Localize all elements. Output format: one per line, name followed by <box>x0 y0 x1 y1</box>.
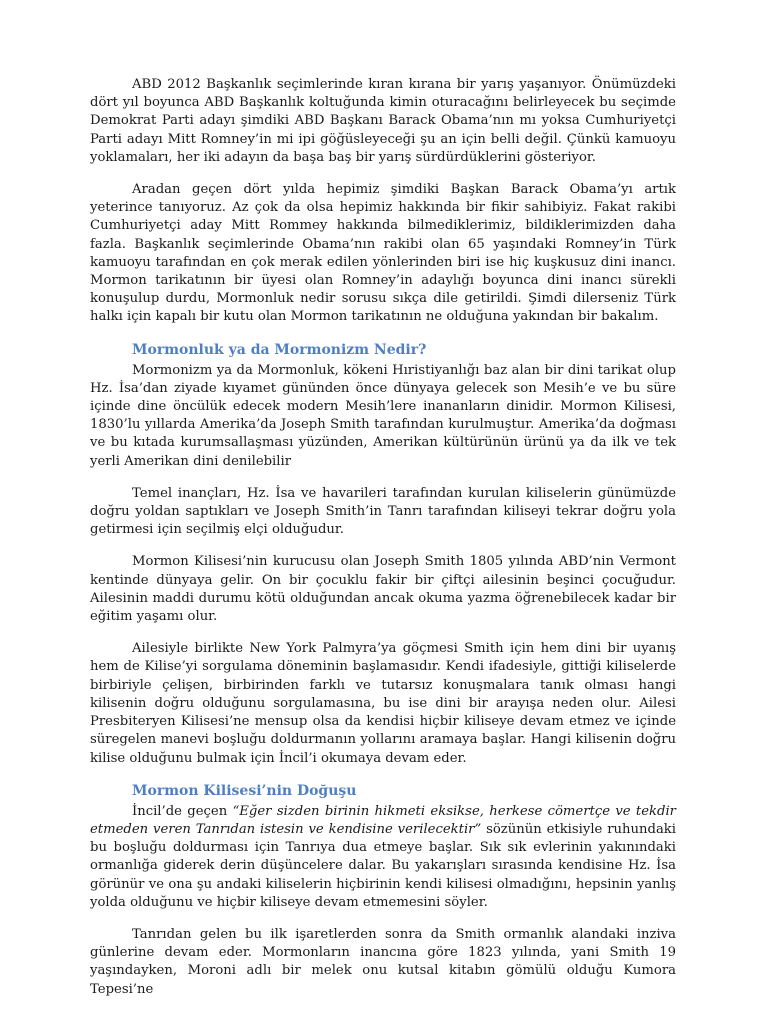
bible-quote: “Eğer sizden birinin hikmeti eksikse, herkese cömertçe ve tekdir etmeden veren Tanrıdan istesin ve kendisine verilecektir” <box>90 803 676 837</box>
paragraph-joseph-smith-birth: Mormon Kilisesi’nin kurucusu olan Joseph Smith 1805 yılında ABD’nin Vermont kentinde dünyaya gelir. On bir çocuklu fakir bir çiftçi ailesinin beşinci çocuğudur. Ailesinin maddi durumu kötü olduğundan ancak okuma yazma öğrenebilecek kadar bir eğitim yaşamı olur. <box>90 554 676 625</box>
paragraph-palmyra: Ailesiyle birlikte New York Palmyra’ya göçmesi Smith için hem dini bir uyanış hem de Kilise’yi sorgulama döneminin başlamasıdır. Kendi ifadesiyle, gittiği kiliselerde birbiriyle çelişen, birbirinden farklı ve tutarsız konuşmalara tanık olması hangi kilisenin doğru olduğunu sorgulamasına, bu ise dini bir arayışa neden olur. Ailesi Presbiteryen Kilisesi’ne mensup olsa da kendisi hiçbir kiliseye devam etmez ve içinde süregelen manevi boşluğu doldurmanın yollarını aramaya başlar. Hangi kilisenin doğru kilise olduğunu bulmak için İncil’i okumaya devam eder. <box>90 641 676 766</box>
paragraph-moroni: Tanrıdan gelen bu ilk işaretlerden sonra da Smith ormanlık alandaki inziva günlerine devam eder. Mormonların inancına göre 1823 yılında, yani Smith 19 yaşındayken, Moroni adlı bir melek onu kutsal kitabın gömülü olduğu Kumora Tepesi’ne <box>90 926 676 997</box>
paragraph-bible-quote <box>90 803 676 912</box>
heading-church-birth: Mormon Kilisesi’nin Doğuşu <box>132 782 357 799</box>
paragraph-intro: ABD 2012 Başkanlık seçimlerinde kıran kırana bir yarış yaşanıyor. Önümüzdeki dört yıl boyunca ABD Başkanlık koltuğunda kimin oturacağını belirleyecek bu seçimde Demokrat Parti adayı şimdiki ABD Başkanı Barack Obama’nın mı yoksa Cumhuriyetçi Parti adayı Mitt Romney’in mi ipi göğüsleyeceği şu an için belli değil. Çünkü kamuoyu yoklamaları, her iki adayın da başa baş bir yarış sürdürdüklerini gösteriyor. <box>90 77 676 165</box>
paragraph-core-beliefs: Temel inançları, Hz. İsa ve havarileri tarafından kurulan kiliselerin günümüzde doğru yoldan saptıkları ve Joseph Smith’in Tanrı tarafından kiliseyi tekrar doğru yola getirmesi için seçilmiş elçi olduğudur. <box>90 485 676 538</box>
quote-continuation: sözünün etkisiyle ruhundaki bu boşluğu doldurması için Tanrıya dua etmeye başlar. Sık sık evlerinin yakınındaki ormanlığa giderek derin düşüncelere dalar. Bu yakarışları sırasında kendisine Hz. İsa görünür ve ona şu andaki kiliselerin hiçbirinin kendi kilisesi olmadığını, hepsinin yanlış yolda olduğunu ve hiçbir kiliseye devam etmemesini söyler. <box>90 821 677 910</box>
quote-lead-in: İncil’de geçen <box>132 803 233 819</box>
document-page <box>90 76 676 1013</box>
paragraph-mormonism-definition: Mormonizm ya da Mormonluk, kökeni Hıristiyanlığı baz alan bir dini tarikat olup Hz. İsa’dan ziyade kıyamet gününden önce dünyaya gelecek son Mesih’e ve bu süre içinde dine öncülük edecek modern Mesih’lere inananların dinidir. Mormon Kilisesi, 1830’lu yıllarda Amerika’da Joseph Smith tarafından kurulmuştur. Amerika’da doğması ve bu kıtada kurumsallaşması yüzünden, Amerikan kültürünün ürünü ya da ilk ve tek yerli Amerikan dini denilebilir <box>90 362 676 469</box>
paragraph-obama-romney: Aradan geçen dört yılda hepimiz şimdiki Başkan Barack Obama’yı artık yeterince tanıyoruz. Az çok da olsa hepimiz hakkında bir fikir sahibiyiz. Fakat rakibi Cumhuriyetçi aday Mitt Rommey hakkında bilmediklerimiz, bildiklerimizden daha fazla. Başkanlık seçimlerinde Obama’nın rakibi olan 65 yaşındaki Romney’in Türk kamuoyu tarafından en çok merak edilen yönlerinden biri ise hiç kuşkusuz dini inancı. Mormon tarikatının bir üyesi olan Romney’in adaylığı boyunca dini inancı sürekli konuşulup durdu, Mormonluk nedir sorusu sıkça dile getirildi. Şimdi dilerseniz Türk halkı için kapalı bir kutu olan Mormon tarikatının ne olduğuna yakından bir bakalım. <box>90 182 676 325</box>
heading-mormonism: Mormonluk ya da Mormonizm Nedir? <box>132 341 427 358</box>
